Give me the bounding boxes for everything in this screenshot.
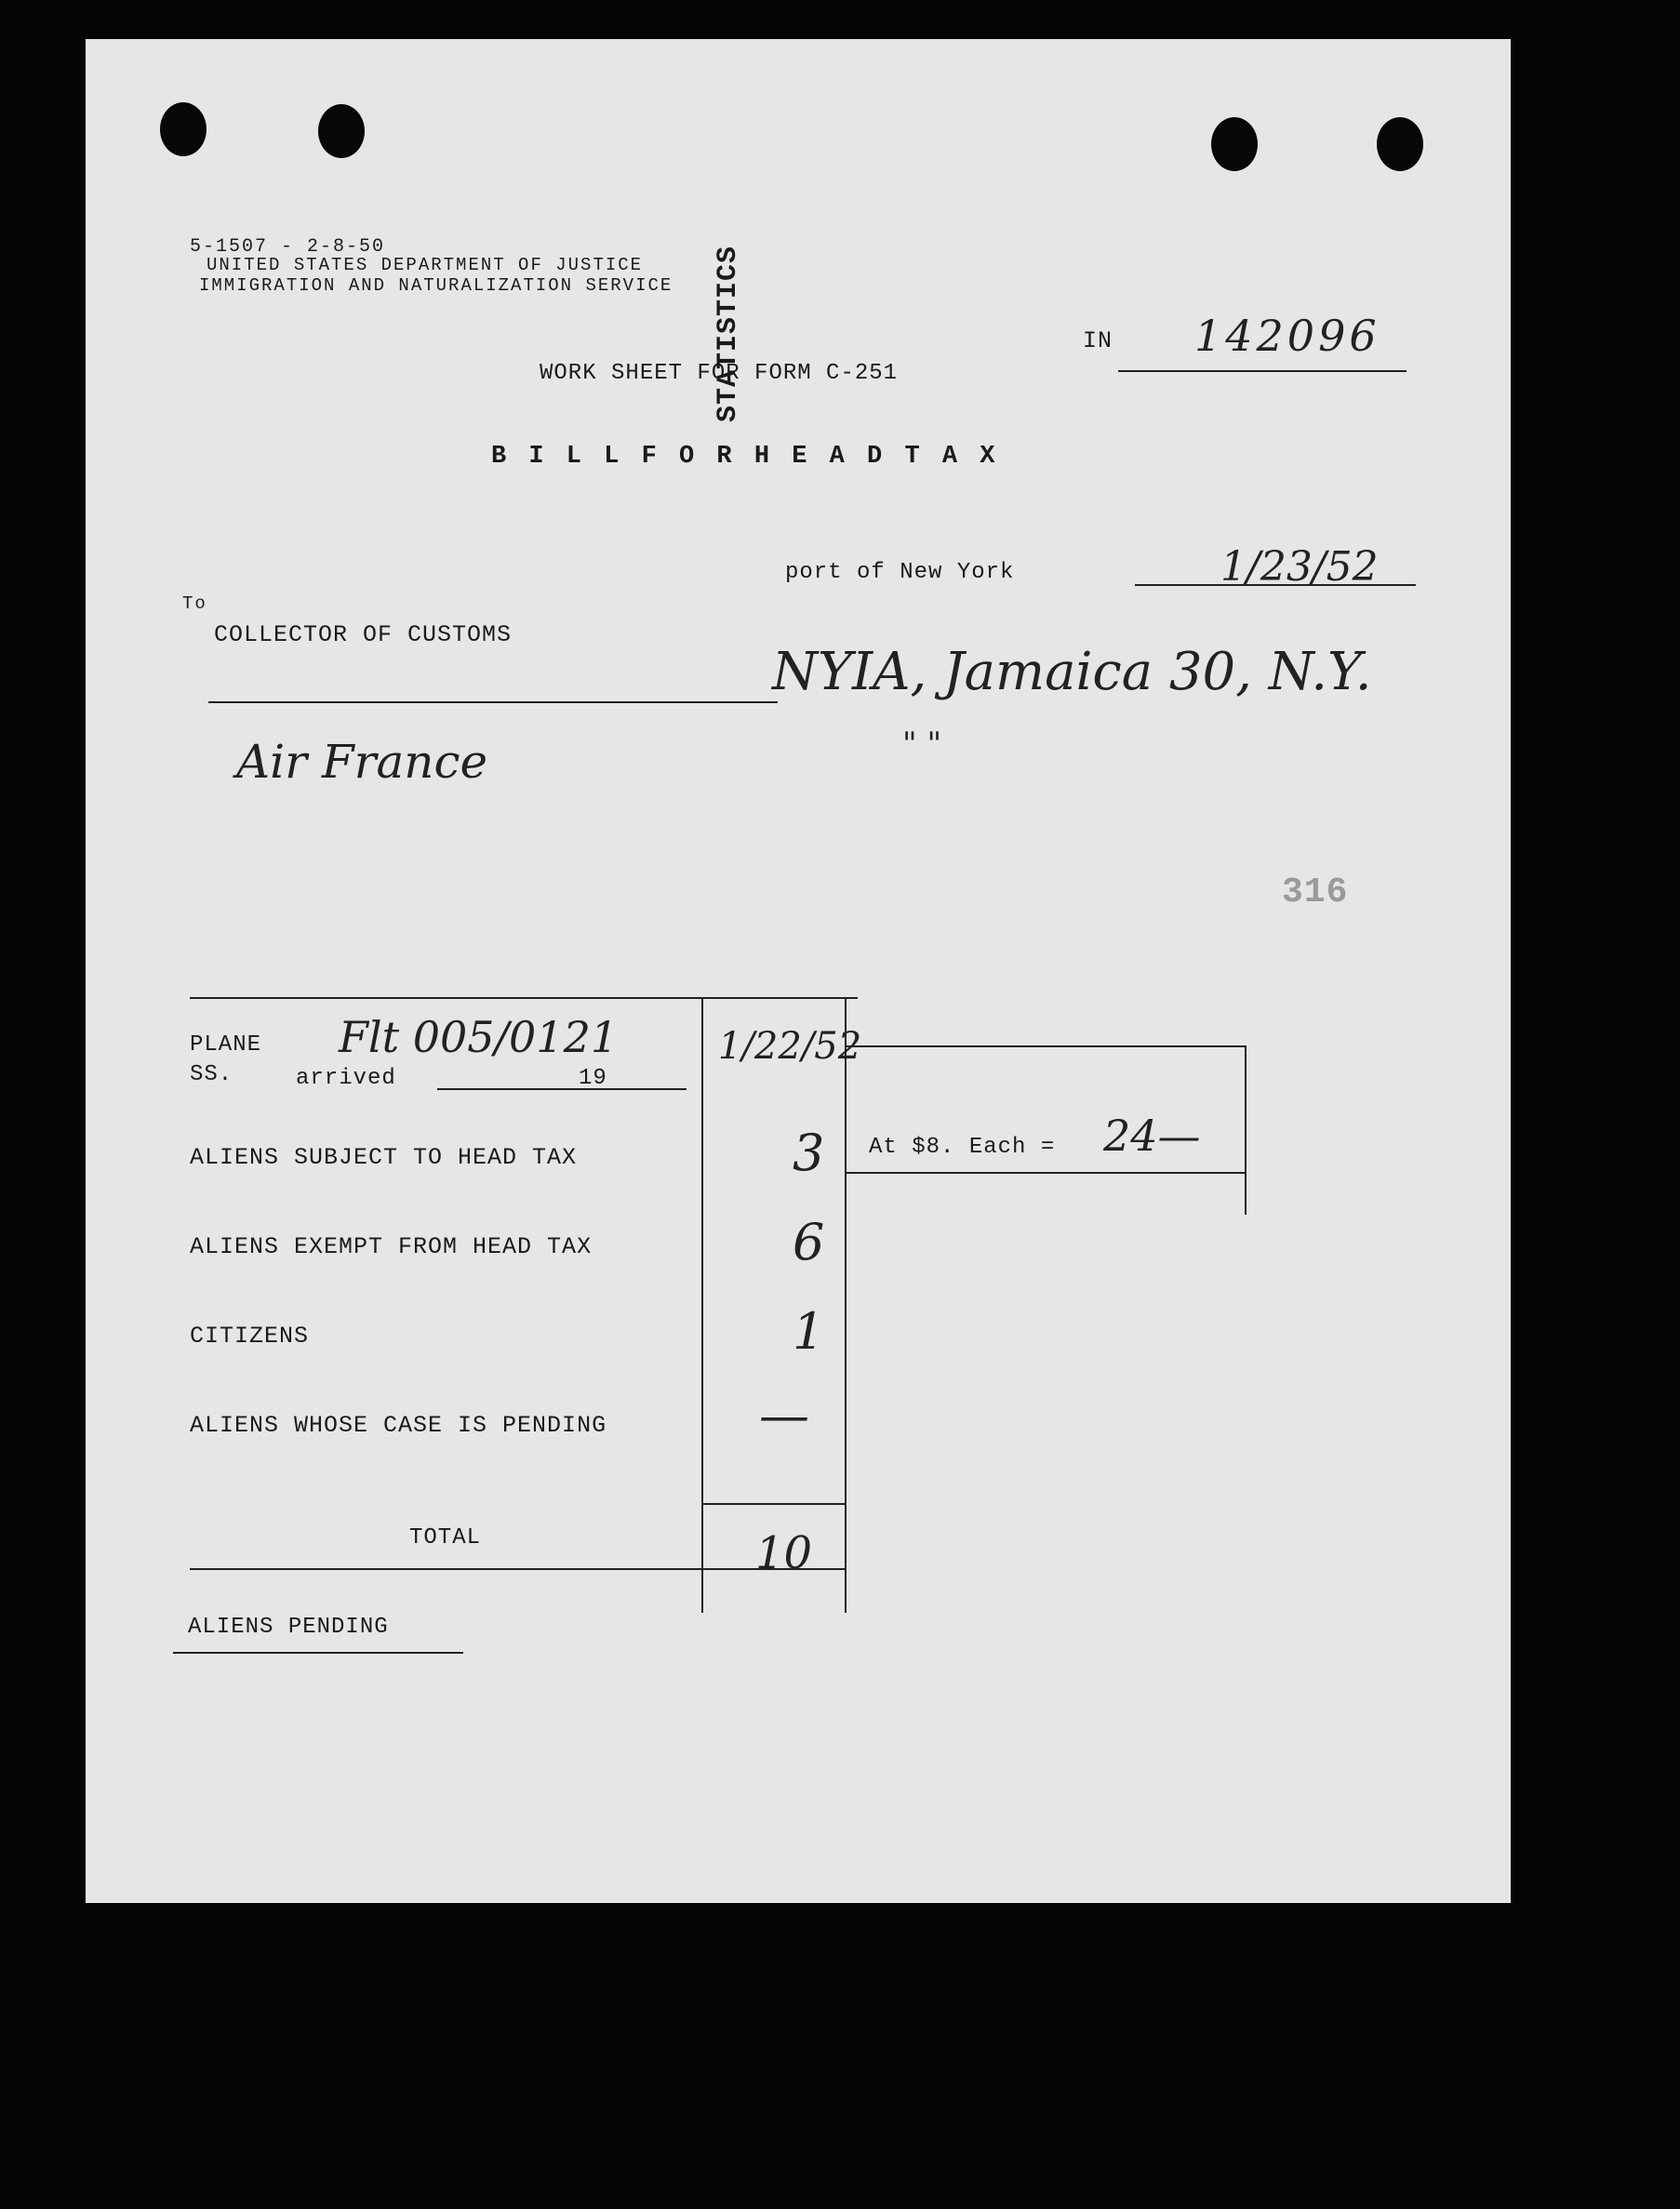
row-value-subject: 3 [793,1124,825,1182]
rate-box-bottom [845,1172,1247,1174]
arrived-label: arrived [296,1066,396,1091]
aliens-pending-label: ALIENS PENDING [188,1615,389,1640]
aliens-pending-underline [173,1652,463,1654]
bill-title: B I L L F O R H E A D T A X [491,443,999,471]
punch-hole [160,102,207,156]
row-label-subject: ALIENS SUBJECT TO HEAD TAX [190,1144,578,1171]
service-name: IMMIGRATION AND NATURALIZATION SERVICE [199,275,673,296]
in-number-underline [1118,370,1407,372]
rate-box-top [845,1045,1245,1047]
port-location-handwritten: NYIA, Jamaica 30, N.Y. [772,642,1372,702]
flight-number-handwritten: Flt 005/0121 [339,1012,619,1062]
form-number: 5-1507 - 2-8-50 [190,236,386,258]
row-value-citizens: 1 [793,1302,825,1361]
page-stamp-number: 316 [1282,872,1349,912]
table-col-left [701,997,703,1613]
table-bottom-border [190,1568,847,1570]
document-page [86,39,1511,1903]
table-top-border [190,997,858,999]
arrived-underline [437,1088,687,1090]
carrier-handwritten: Air France [236,735,488,789]
row-value-pending: — [759,1386,809,1444]
punch-hole [318,104,365,158]
rate-box-right [1245,1045,1247,1215]
to-label: To [182,593,207,614]
department-name: UNITED STATES DEPARTMENT OF JUSTICE [207,255,644,275]
statistics-stamp: STATISTICS [713,245,744,422]
arrival-date-handwritten: 1/22/52 [718,1025,862,1068]
punch-hole [1211,117,1258,171]
port-label: port of New York [785,560,1015,585]
total-value: 10 [755,1527,813,1579]
worksheet-title: WORK SHEET FOR FORM C-251 [540,361,899,386]
bill-date: 1/23/52 [1220,543,1379,591]
date-underline [1135,584,1416,586]
ss-label: SS. [190,1062,233,1087]
rate-label: At $8. Each = [869,1135,1056,1160]
punch-hole [1377,117,1423,171]
in-label: IN [1083,327,1113,354]
total-divider [701,1503,847,1505]
table-col-right [845,997,847,1613]
collector-underline [208,701,778,703]
rate-amount-handwritten: 24— [1103,1111,1201,1161]
row-label-citizens: CITIZENS [190,1323,310,1350]
row-label-exempt: ALIENS EXEMPT FROM HEAD TAX [190,1233,593,1260]
in-number: 142096 [1194,311,1380,361]
year-prefix: 19 [579,1066,607,1091]
collector-label: COLLECTOR OF CUSTOMS [214,621,513,648]
ditto-marks: " " [902,725,942,763]
total-label: TOTAL [409,1525,482,1550]
row-value-exempt: 6 [793,1213,825,1271]
plane-label: PLANE [190,1032,262,1058]
row-label-pending: ALIENS WHOSE CASE IS PENDING [190,1412,607,1439]
